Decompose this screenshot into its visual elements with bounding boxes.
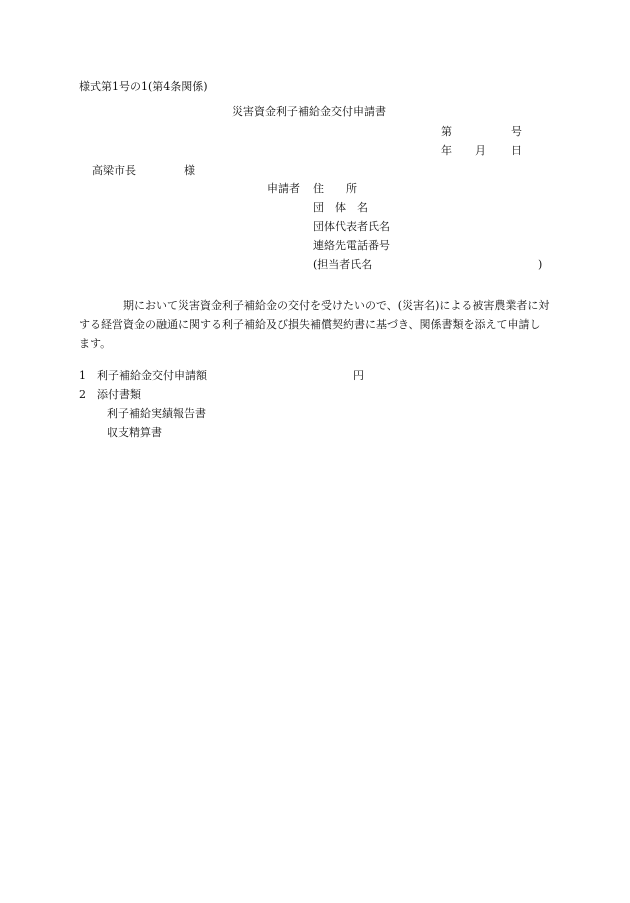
date-month: 月 [475, 144, 486, 157]
item-label-attachments: 添付書類 [97, 388, 141, 401]
applicant-phone-label: 連絡先電話番号 [313, 239, 390, 252]
date-year: 年 [441, 144, 452, 157]
document-title: 災害資金利子補給金交付申請書 [232, 105, 386, 118]
applicant-contact-close: ) [538, 258, 543, 271]
applicant-representative-label: 団体代表者氏名 [313, 220, 390, 233]
applicant-contact-label: (担当者氏名 [313, 258, 373, 271]
item-amount-unit: 円 [353, 369, 364, 382]
body-paragraph: 期において災害資金利子補給金の交付を受けたいので、(災害名)による被害農業者に対する経営資金の融通に関する利子補給及び損失補償契約書に基づき、関係書類を添えて申請します。 [79, 299, 550, 350]
item-number-1: 1 [79, 369, 86, 382]
doc-number-label: 第 [441, 125, 452, 138]
doc-number-unit: 号 [511, 125, 522, 138]
applicant-group-name-label: 団 体 名 [313, 201, 368, 214]
applicant-label: 申請者 [267, 182, 300, 195]
form-id: 様式第1号の1(第4条関係) [79, 80, 208, 93]
item-label-amount: 利子補給金交付申請額 [97, 369, 207, 382]
attachment-item: 利子補給実績報告書 [107, 407, 206, 420]
addressee-honorific: 様 [184, 164, 195, 177]
attachment-item: 収支精算書 [107, 426, 162, 439]
date-day: 日 [511, 144, 522, 157]
applicant-address-label: 住 所 [313, 182, 357, 195]
addressee-name: 高梁市長 [92, 164, 136, 177]
item-number-2: 2 [79, 388, 86, 401]
